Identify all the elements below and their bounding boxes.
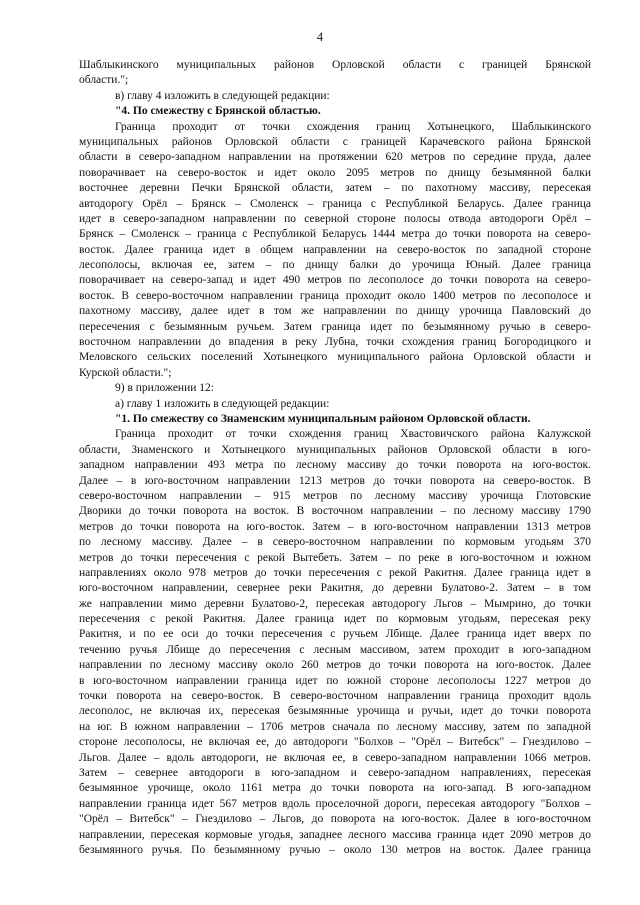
text-line: Граница проходит от точки схождения границ Хотынецкого, Шаблыкинского xyxy=(115,120,591,133)
document-body xyxy=(79,58,591,858)
text-line: лесополосы, включая ее, затем – по днищу балки до урочища Юный. Далее граница xyxy=(79,259,591,272)
text-line: восток. В северо-восточном направлении граница проходит около 1400 метров по лесополосе и xyxy=(79,289,591,302)
text-line: муниципальных районов Орловской области с границей Карачевского района Брянской xyxy=(79,135,591,148)
text-line: метров до точки пересечения с рекой Вытебеть. Затем – по реке в юго-восточном и южном xyxy=(79,551,591,564)
text-line: на юг. В южном направлении – 1706 метров сначала по лесному массиву, затем по западной xyxy=(79,720,591,733)
section-heading-line: "1. По смежеству со Знаменским муниципальным районом Орловской области. xyxy=(115,412,531,425)
text-line: северо-восточном направлении – 915 метров по лесному массиву урочища Глотовские xyxy=(79,489,591,502)
text-line: метров до точки поворота на юго-восток. Затем – в юго-восточном направлении 1313 метров xyxy=(79,520,591,533)
text-line: стороне лесополосы, не включая ее, до автодороги "Болхов – "Орёл – Витебск" – Гнездилово – xyxy=(79,736,591,749)
text-line: поворачивает на северо-запад и идет 490 метров по лесополосе до точки поворота на северо- xyxy=(79,274,591,287)
text-line: Дворики до точки поворота на восток. В восточном направлении – по лесному массиву 1790 xyxy=(79,505,591,518)
text-line: лесополос, не включая их, пересекая безымянные урочища и ручьи, идет до точки поворота xyxy=(79,705,591,718)
text-line: направлении граница идет 567 метров вдоль проселочной дороги, пересекая автодорогу "Болхов – xyxy=(79,797,591,810)
text-line: Льгов. Далее – вдоль автодороги, не включая ее, в северо-западном направлении 1066 метров. xyxy=(79,751,591,764)
section-heading-line: "4. По смежеству с Брянской областью. xyxy=(115,105,321,118)
text-line: области."; xyxy=(79,74,129,87)
text-line: пересечения с безымянным ручьем. Затем граница идет по безымянному ручью в северо- xyxy=(79,320,591,333)
text-line: Брянск – Смоленск – граница с Республикой Беларусь 1444 метра до точки поворота на северо- xyxy=(79,228,591,241)
text-line: Курской области."; xyxy=(79,366,172,379)
text-line: в юго-восточном направлении граница идет по южной стороне лесополосы 1227 метров до xyxy=(79,674,591,687)
text-line: идет в северо-западном направлении по северной стороне полосы отвода автодороги Орёл – xyxy=(79,212,591,225)
text-line: пересечения с рекой Ракитня. Далее граница идет по кормовым угодьям, пересекая реку xyxy=(79,613,591,626)
text-line: по лесному массиву. Далее – в северо-восточном направлении по кормовым угодьям 370 xyxy=(79,536,591,549)
text-line: направлении по лесному массиву около 260 метров до точки поворота на юго-восток. Далее xyxy=(79,659,591,672)
text-line: автодорогу Орёл – Брянск – Смоленск – граница с Республикой Беларусь. Далее граница xyxy=(79,197,591,210)
text-line: юго-восточном направлении, севернее реки Ракитня, до деревни Булатово-2. Затем – в том xyxy=(79,582,591,595)
text-line: в) главу 4 изложить в следующей редакции: xyxy=(115,89,330,102)
text-line: точки поворота на северо-восток. В северо-восточном направлении граница проходит вдоль xyxy=(79,690,591,703)
text-line: восточном направлении до впадения в реку Лубна, точки схождения границ Богородицкого и xyxy=(79,336,591,349)
text-line: области, Знаменского и Хотынецкого муниципальных районов Орловской области в юго- xyxy=(79,443,591,456)
text-line: течению ручья Лбище до пересечения с лесным массивом, затем проходит в юго-западном xyxy=(79,643,591,656)
text-line: Далее – в юго-восточном направлении 1213 метров до точки поворота на северо-восток. В xyxy=(79,474,591,487)
text-line: "Орёл – Витебск" – Гнездилово – Льгов, до поворота на юго-восток. Далее в юго-восточном xyxy=(79,813,591,826)
text-line: поворачивает на северо-восток и идет около 2095 метров по днищу безымянной балки xyxy=(79,166,591,179)
text-line: направлении, пересекая кормовые угодья, западнее лесного массива граница идет 2090 метров до xyxy=(79,828,591,841)
text-line: а) главу 1 изложить в следующей редакции: xyxy=(115,397,330,410)
text-line: Шаблыкинского муниципальных районов Орловской области с границей Брянской xyxy=(79,59,591,71)
page-number: 4 xyxy=(316,30,324,44)
text-line: безымянное урочище, около 1161 метра до точки поворота на юго-запад. В юго-западном xyxy=(79,782,591,795)
text-line: восток. Далее граница идет в общем направлении на северо-восток по западной стороне xyxy=(79,243,591,256)
text-line: безымянного ручья. По безымянному ручью – около 130 метров на восток. Далее граница xyxy=(79,843,591,856)
text-line: Меловского сельских поселений Хотынецкого муниципального района Орловской области и xyxy=(79,351,591,364)
text-line: же направлении мимо деревни Булатово-2, пересекая автодорогу Льгов – Мымрино, до точки xyxy=(79,597,591,610)
text-line: западном направлении 493 метра по лесному массиву до точки поворота на юго-восток. xyxy=(79,459,591,472)
text-line: направлениях около 978 метров до точки пересечения с рекой Ракитня. Далее граница идет в xyxy=(79,566,591,579)
text-line: Граница проходит от точки схождения границ Хвастовичского района Калужской xyxy=(115,428,591,441)
text-line: Затем – севернее автодороги в юго-западном и северо-западном направлениях, пересекая xyxy=(79,766,591,779)
text-line: восточнее деревни Печки Брянской области, затем – по пахотному массиву, пересекая xyxy=(79,182,591,195)
text-line: 9) в приложении 12: xyxy=(115,382,214,395)
text-line: области в северо-западном направлении на протяжении 620 метров по середине пруда, далее xyxy=(79,151,591,164)
text-line: пахотному массиву, далее идет в том же направлении по днищу урочища Павловский до xyxy=(79,305,591,318)
text-line: Ракитня, и по ее оси до точки пересечения с ручьем Лбище. Далее граница идет вверх по xyxy=(79,628,591,641)
